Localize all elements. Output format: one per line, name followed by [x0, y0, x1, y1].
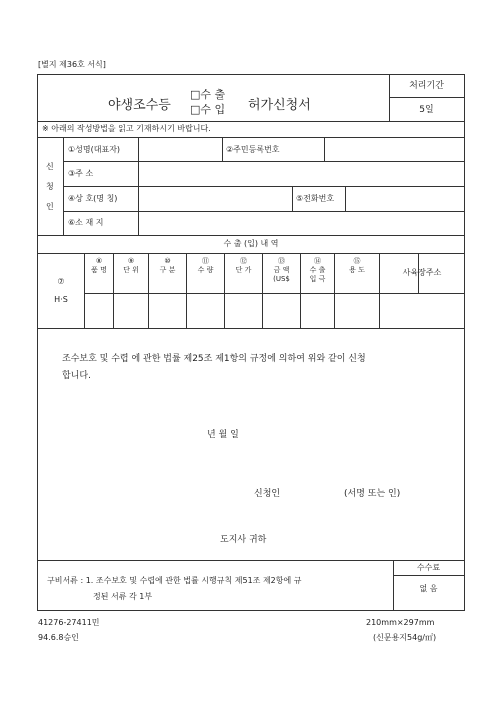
name-label: ①성명(대표자)	[68, 145, 121, 154]
column-header-item-name: ⑧ 품 명	[91, 257, 107, 274]
documents-line-1: 구비서류 : 1. 조수보호 및 수렵에 관한 법률 시행규칙 제51조 제2항에 규	[47, 576, 302, 585]
divider	[38, 560, 464, 561]
recipient: 도지사 귀하	[220, 535, 267, 545]
title-option-import[interactable]: □수 입	[190, 103, 226, 116]
column-header-purpose: ⑮ 용 도	[349, 257, 365, 274]
divider	[38, 328, 464, 329]
applicant-signature-label: 신청인	[254, 489, 281, 499]
processing-value: 5일	[419, 105, 434, 115]
location-field[interactable]	[139, 212, 463, 234]
title-suffix: 허가신청서	[248, 98, 311, 113]
applicant-side-label-2: 청	[46, 182, 54, 191]
declaration-line-1: 조수보호 및 수렵 에 관한 법률 제25조 제1항의 규정에 의하여 위와 같이 신청	[62, 354, 366, 364]
signature-note: (서명 또는 인)	[344, 489, 401, 499]
documents-line-2: 정된 서류 각 1부	[93, 592, 153, 601]
form-id: [별지 제36호 서식]	[38, 60, 106, 69]
divider	[38, 235, 464, 236]
divider	[389, 97, 464, 98]
title-option-export[interactable]: □수 출	[190, 88, 226, 101]
column-header-unit: ⑨ 단 위	[123, 257, 139, 274]
divider	[84, 293, 464, 294]
title-main: 야생조수등	[108, 98, 171, 113]
business-label: ④상 호(명 칭)	[68, 194, 118, 203]
column-header-unit-price: ⑫ 단 가	[235, 257, 252, 274]
declaration-line-2: 합니다.	[62, 371, 91, 381]
rrn-label: ②주민등록번호	[226, 145, 280, 154]
business-field[interactable]	[139, 187, 291, 210]
hs-number: ⑦	[57, 277, 65, 286]
fee-label: 수수료	[416, 563, 441, 572]
column-header-farm-address: 사육장주소	[402, 268, 442, 277]
rrn-field[interactable]	[325, 138, 463, 160]
footer-paper-type: (신문용지54g/㎡)	[373, 633, 437, 642]
footer-form-number: 41276-27411민	[38, 618, 100, 627]
divider	[38, 121, 464, 122]
hs-label: H·S	[54, 295, 68, 304]
column-header-amount: ⑬ 금 액 (US$	[273, 257, 290, 283]
divider	[38, 253, 464, 254]
fee-value: 없 음	[419, 584, 438, 593]
column-header-country: ⑭ 수 출 입 극	[309, 257, 326, 283]
divider	[393, 575, 464, 576]
phone-label: ⑤전화번호	[296, 194, 335, 203]
applicant-side-label-3: 인	[46, 202, 54, 211]
location-label: ⑥소 재 지	[68, 218, 104, 227]
divider	[222, 137, 223, 161]
details-header: 수 출 (입) 내 역	[223, 239, 279, 248]
divider	[292, 186, 293, 211]
name-field[interactable]	[139, 138, 221, 160]
address-field[interactable]	[139, 162, 463, 185]
footer-approval-date: 94.6.8승인	[38, 633, 79, 642]
phone-field[interactable]	[346, 187, 463, 210]
notice-text: ※ 아래의 작성방법을 읽고 기재하시기 바랍니다.	[42, 124, 211, 133]
processing-label: 처리기간	[409, 81, 444, 91]
address-label: ③주 소	[68, 169, 94, 178]
column-header-quantity: ⑪ 수 량	[197, 257, 214, 274]
column-header-category: ⑩ 구 분	[159, 257, 176, 274]
divider	[379, 253, 380, 328]
declaration-date[interactable]: 년 월 일	[207, 430, 239, 440]
applicant-side-label-1: 신	[46, 162, 54, 171]
footer-paper-size: 210mm×297mm	[366, 618, 435, 627]
